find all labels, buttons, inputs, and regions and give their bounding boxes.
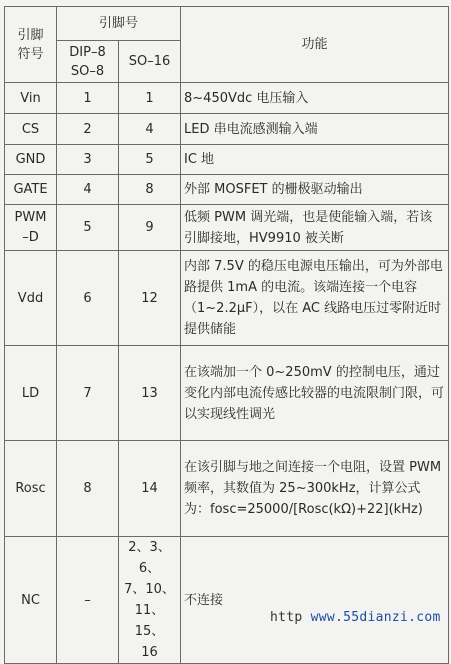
table-row [5,251,449,346]
pin-so16: 2、3、6、 7、10、 11、15、 16 [119,537,181,664]
pin-dip: 8 [57,441,119,537]
pin-dip: 1 [57,83,119,114]
table-row [5,346,449,441]
pin-dip: 5 [57,205,119,251]
pin-symbol: GATE [5,175,57,205]
pin-function: IC 地 [181,145,449,175]
pin-symbol: Vin [5,83,57,114]
table-row [5,537,449,664]
table-row [5,145,449,175]
site-watermark [270,610,441,625]
pin-dip: 4 [57,175,119,205]
pin-so16: 13 [119,346,181,441]
watermark-prefix: http [270,610,303,625]
pin-so16: 12 [119,251,181,346]
header-pin-number: 引脚号 [57,7,181,41]
header-function: 功能 [181,7,449,83]
pin-dip: 6 [57,251,119,346]
pin-so16: 4 [119,114,181,145]
pin-function: 低频 PWM 调光端，也是使能输入端，若该引脚接地，HV9910 被关断 [181,205,449,251]
pin-so16: 1 [119,83,181,114]
pin-function: LED 串电流感测输入端 [181,114,449,145]
pin-dip: 3 [57,145,119,175]
header-row-1 [5,7,449,41]
header-package-so16: SO–16 [119,41,181,83]
pin-symbol: PWM –D [5,205,57,251]
pin-dip: 7 [57,346,119,441]
pin-symbol: CS [5,114,57,145]
table-row [5,441,449,537]
pin-so16: 8 [119,175,181,205]
header-pin-symbol: 引脚 符号 [5,7,57,83]
pin-function: 在该端加一个 0~250mV 的控制电压，通过变化内部电流传感比较器的电流限制门限，可以实现线性调光 [181,346,449,441]
pin-symbol: LD [5,346,57,441]
pin-function: 内部 7.5V 的稳压电源电压输出，可为外部电路提供 1mA 的电流。该端连接一个电容（1~2.2μF），以在 AC 线路电压过零附近时提供储能 [181,251,449,346]
table-row [5,205,449,251]
pin-dip: – [57,537,119,664]
pin-so16: 14 [119,441,181,537]
pin-function: 不连接 [181,537,449,664]
table-row [5,114,449,145]
header-package-dip8: DIP–8 SO–8 [57,41,119,83]
table-row [5,175,449,205]
pin-so16: 5 [119,145,181,175]
pin-symbol: Rosc [5,441,57,537]
watermark-url[interactable]: www.55dianzi.com [310,610,441,625]
table-row [5,83,449,114]
pin-so16: 9 [119,205,181,251]
pin-symbol: NC [5,537,57,664]
pin-symbol: GND [5,145,57,175]
pin-function: 8~450Vdc 电压输入 [181,83,449,114]
pin-function-table [4,6,449,664]
pin-function: 外部 MOSFET 的栅极驱动输出 [181,175,449,205]
pin-function: 在该引脚与地之间连接一个电阻，设置 PWM 频率，其数值为 25~300kHz，计算公式为：fosc=25000/[Rosc(kΩ)+22](kHz) [181,441,449,537]
pin-dip: 2 [57,114,119,145]
pin-symbol: Vdd [5,251,57,346]
